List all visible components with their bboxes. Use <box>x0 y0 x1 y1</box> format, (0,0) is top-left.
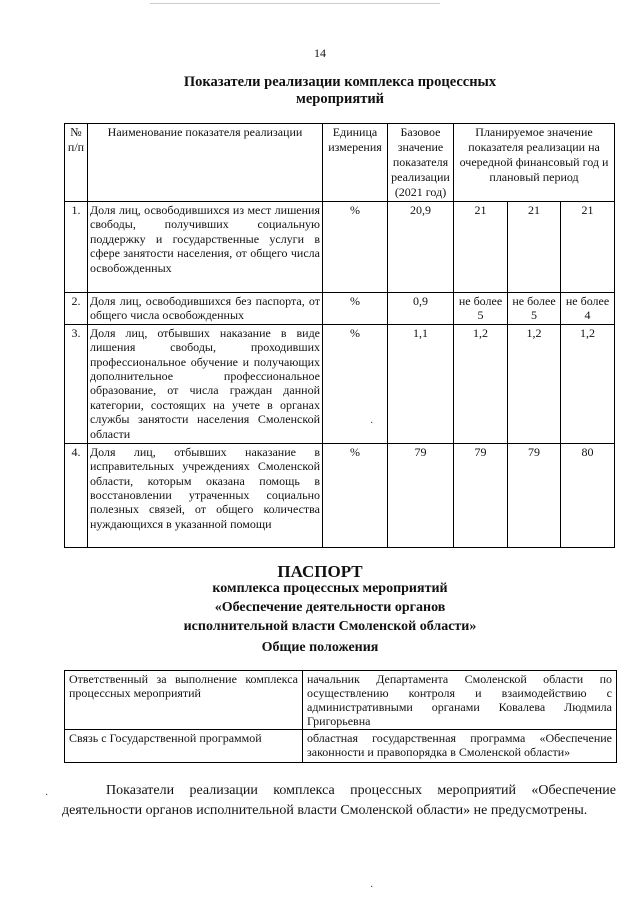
row-number: 3. <box>65 324 88 443</box>
table-row <box>65 443 615 547</box>
scan-dot-artifact: · <box>45 790 49 801</box>
row-planned-year2: 1,2 <box>508 324 561 443</box>
row-planned-year3: 21 <box>561 202 615 293</box>
scan-edge-artifact <box>150 0 440 4</box>
header-indicator-name: Наименование показателя реализации <box>88 124 323 202</box>
row-unit: % <box>323 443 388 547</box>
row-planned-year1: 21 <box>454 202 508 293</box>
row-indicator-name: Доля лиц, освободившихся из мест лишения свободы, получивших социальную поддержку и государственные услуги в сфере занятости населения, от общего числа освобожденных <box>88 202 323 293</box>
row-base-value: 20,9 <box>388 202 454 293</box>
general-provisions-title: Общие положения <box>261 640 379 655</box>
row-planned-year1: 1,2 <box>454 324 508 443</box>
final-paragraph: Показатели реализации комплекса процессных мероприятий «Обеспечение деятельности органов исполнительной власти Смоленской области» не предусмотрены. <box>62 783 616 818</box>
row-number: 2. <box>65 293 88 325</box>
header-planned-value: Планируемое значение показателя реализации на очередной финансовый год и плановый период <box>454 124 615 202</box>
table-row <box>65 730 617 763</box>
row-planned-year3: 80 <box>561 443 615 547</box>
general-row-value: начальник Департамента Смоленской области по осуществлению контроля и взаимодействию с административными органами Ковалева Людмила Григорьевна <box>303 671 617 730</box>
row-unit: % <box>323 202 388 293</box>
passport-title: ПАСПОРТ <box>277 562 363 581</box>
table-row <box>65 293 615 325</box>
indicators-header-row <box>65 124 615 202</box>
row-base-value: 1,1 <box>388 324 454 443</box>
general-row-label: Связь с Государственной программой <box>65 730 303 763</box>
table-row <box>65 671 617 730</box>
general-row-value: областная государственная программа «Обеспечение законности и правопорядка в Смоленской области» <box>303 730 617 763</box>
row-number: 4. <box>65 443 88 547</box>
passport-subtitle-line: комплекса процессных мероприятий <box>212 581 448 596</box>
general-row-label: Ответственный за выполнение комплекса процессных мероприятий <box>65 671 303 730</box>
header-unit: Единица измерения <box>323 124 388 202</box>
indicators-table <box>64 123 615 548</box>
row-planned-year2: 21 <box>508 202 561 293</box>
header-base-value: Базовое значение показателя реализации (2021 год) <box>388 124 454 202</box>
row-unit: % <box>323 324 388 443</box>
passport-subtitle-line: исполнительной власти Смоленской области» <box>183 619 477 634</box>
scan-dot-artifact: · <box>370 882 374 893</box>
row-indicator-name: Доля лиц, отбывших наказание в виде лишения свободы, проходивших профессиональное обучение и получающих дополнительное профессиональное образование, от числа граждан данной категории, состоящих на учете в органах службы занятости населения Смоленской области <box>88 324 323 443</box>
row-base-value: 0,9 <box>388 293 454 325</box>
row-indicator-name: Доля лиц, освободившихся без паспорта, от общего числа освобожденных <box>88 293 323 325</box>
row-planned-year2: не более 5 <box>508 293 561 325</box>
row-unit: % <box>323 293 388 325</box>
indicators-title: Показатели реализации комплекса процессных мероприятий <box>183 74 497 107</box>
table-row <box>65 202 615 293</box>
header-number: № п/п <box>65 124 88 202</box>
row-planned-year3: не более 4 <box>561 293 615 325</box>
row-indicator-name: Доля лиц, отбывших наказание в исправительных учреждениях Смоленской области, которым оказана помощь в восстановлении утраченных социально полезных связей, от общего количества нуждающихся в указанной помощи <box>88 443 323 547</box>
row-base-value: 79 <box>388 443 454 547</box>
scan-dot-artifact: · <box>370 418 374 429</box>
page-number: 14 <box>314 46 326 60</box>
row-planned-year3: 1,2 <box>561 324 615 443</box>
row-planned-year1: не более 5 <box>454 293 508 325</box>
passport-subtitle <box>120 579 540 636</box>
row-number: 1. <box>65 202 88 293</box>
row-planned-year1: 79 <box>454 443 508 547</box>
table-row <box>65 324 615 443</box>
row-planned-year2: 79 <box>508 443 561 547</box>
general-provisions-table <box>64 670 617 763</box>
passport-subtitle-line: «Обеспечение деятельности органов <box>214 600 446 615</box>
